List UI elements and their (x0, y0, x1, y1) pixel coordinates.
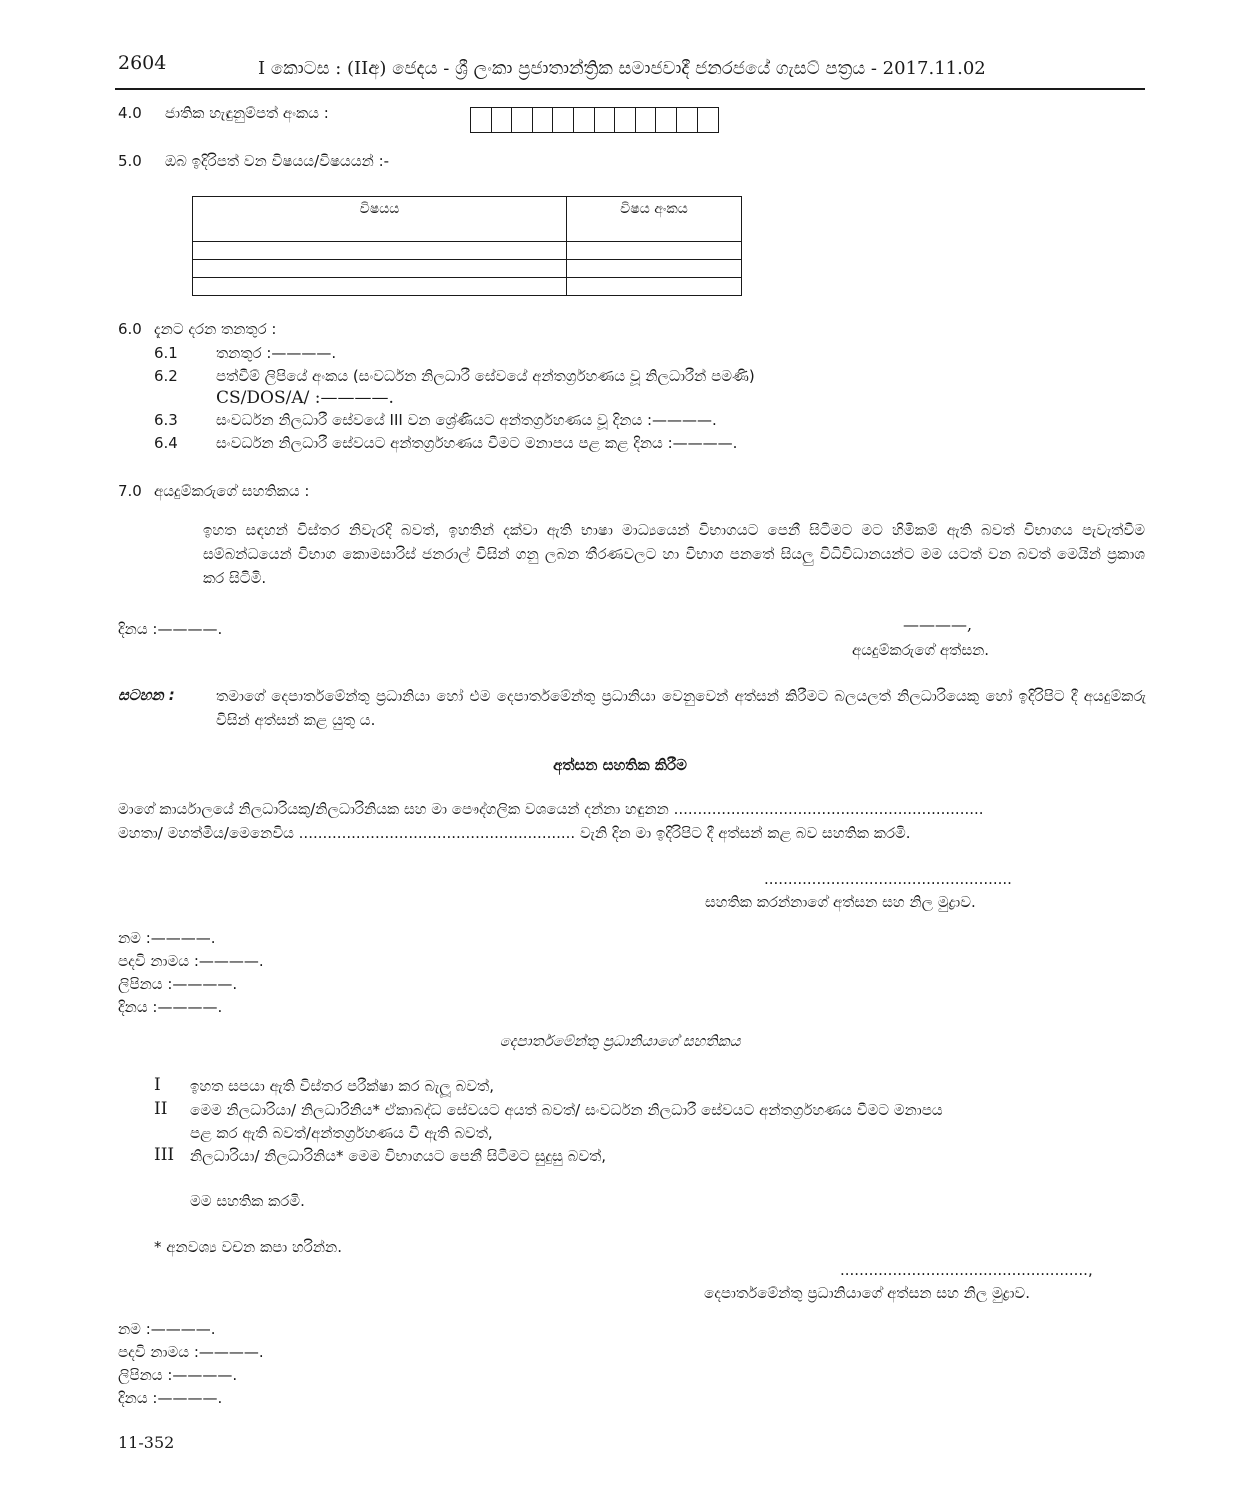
section-7-label: අයදුම්කරුගේ සහතිකය : (154, 482, 310, 500)
certifier-signature-dots: .................................................... (764, 870, 1012, 888)
attestation-line-2: මහතා/ මහත්මිය/මෙනෙවිය .......................................................... වැනි දින මා ඉදිරිපිට දී අත්සන් කළ බව සහතික කරමි. (118, 824, 911, 842)
subject-cell[interactable] (193, 242, 567, 260)
nic-digit-box[interactable] (492, 108, 513, 132)
nic-digit-box[interactable] (553, 108, 574, 132)
head-designation: පදවි නාමය :————. (118, 1343, 264, 1361)
head-signature-label: දෙපාර්තමේන්තු ප්‍රධානියාගේ අත්සන සහ නිල මුද්‍රාව. (704, 1284, 1030, 1302)
subject-number-cell[interactable] (567, 242, 742, 260)
certifier-signature-label: සහතික කරන්නාගේ අත්සන සහ නිල මුද්‍රාව. (705, 893, 976, 911)
section-5-label: ඔබ ඉදිරිපත් වන විෂයය/විෂයයන් :- (165, 152, 390, 170)
nic-digit-box[interactable] (677, 108, 698, 132)
table-row[interactable] (193, 242, 742, 260)
item-6-3-text: සංවර්ධන නිලධාරී සේවයේ III වන ශ්‍රේණියට අන්තර්ග්‍රහණය වූ දිනය :————. (216, 411, 717, 429)
note-label: සටහන : (118, 686, 175, 704)
subject-number-cell[interactable] (567, 260, 742, 278)
table-row[interactable] (193, 278, 742, 296)
subject-cell[interactable] (193, 278, 567, 296)
section-6-label: දැනට දරන තනතුර : (154, 320, 277, 338)
applicant-signature-line: ————, (903, 615, 973, 634)
section-7-number: 7.0 (118, 482, 142, 500)
nic-digit-box[interactable] (656, 108, 677, 132)
head-cert-item-ii-number: II (154, 1099, 168, 1119)
item-6-4-number: 6.4 (154, 434, 178, 452)
item-6-2-ref: CS/DOS/A/ :————. (216, 388, 394, 408)
item-6-3-number: 6.3 (154, 411, 178, 429)
subject-number-cell[interactable] (567, 278, 742, 296)
subject-number-column-header: විෂය අංකය (567, 197, 742, 242)
head-cert-certify: මම සහතික කරමි. (190, 1192, 305, 1210)
head-cert-item-ii-text: මෙම නිලධාරියා/ නිලධාරිනිය* ඒකාබද්ධ සේවයට අයත් බවත්/ සංවර්ධන නිලධාරී සේවයට අන්තර්ග්‍රහණය වීමට මනාපය (190, 1101, 943, 1119)
applicant-signature-label: අයදුම්කරුගේ අත්සන. (852, 641, 990, 659)
nic-digit-box[interactable] (512, 108, 533, 132)
gazette-header-title: I කොටස : (IIඅ) ජෙදය - ශ්‍රී ලංකා ප්‍රජාතාන්ත්‍රික සමාජවාදී ජනරජයේ ගැසට් පත්‍රය - 2017.11.02 (258, 58, 986, 79)
section-4-number: 4.0 (118, 104, 142, 122)
nic-digit-box[interactable] (574, 108, 595, 132)
item-6-2-text: පත්වීම් ලිපියේ අංකය (සංවර්ධන නිලධාරී සේවයේ අන්තර්ග්‍රහණය වූ නිලධාරීන් පමණි) (216, 367, 755, 385)
head-cert-item-i-number: I (154, 1075, 161, 1095)
nic-digit-box[interactable] (636, 108, 657, 132)
head-signature-dots: ...................................................., (840, 1261, 1093, 1279)
section-4-label: ජාතික හැඳුනුම්පත් අංකය : (165, 104, 329, 122)
section-6-number: 6.0 (118, 320, 142, 338)
head-certificate-title: දෙපාර්තමේන්තු ප්‍රධානියාගේ සහතිකය (499, 1032, 741, 1050)
item-6-2-number: 6.2 (154, 367, 178, 385)
nic-digit-box[interactable] (533, 108, 554, 132)
table-row[interactable] (193, 260, 742, 278)
applicant-declaration-paragraph: ඉහත සඳහන් විස්තර නිවැරදි බවත්, ඉහතින් දක්වා ඇති භාෂා මාධ්‍යයෙන් විභාගයට පෙනී සිටීමට මට හිමිකම් ඇති බවත් විභාගය පැවැත්වීම සම්බන්ධයෙන් විභාග කොමසාරිස් ජනරාල් විසින් ගනු ලබන තීරණවලට හා විභාග පනතේ සියලු විධිවිධානයන්ට මම යටත් වන බවත් මෙයින් ප්‍රකාශ කර සිටිමි. (203, 521, 1145, 587)
head-date: දිනය :————. (118, 1389, 223, 1407)
certifier-date: දිනය :————. (118, 998, 223, 1016)
nic-digit-box[interactable] (615, 108, 636, 132)
item-6-1-text: තනතුර :————. (216, 344, 337, 362)
attestation-line-1: මාගේ කාර්යාලයේ නිලධාරියකු/නිලධාරිනියක සහ මා පෞද්ගලික වශයෙන් දන්නා හඳුනන ................................................................. (118, 800, 984, 818)
item-6-1-number: 6.1 (154, 344, 178, 362)
page-number: 2604 (118, 52, 167, 74)
subject-column-header: විෂයය (193, 197, 567, 242)
section-5-number: 5.0 (118, 152, 142, 170)
applicant-date: දිනය :————. (118, 620, 223, 638)
head-cert-item-i-text: ඉහත සපයා ඇති විස්තර පරීක්ෂා කර බැලූ බවත්, (190, 1077, 494, 1095)
note-text: තමාගේ දෙපාර්තමේන්තු ප්‍රධානියා හෝ එම දෙපාර්තමේන්තු ප්‍රධානියා වෙනුවෙන් අත්සන් කිරීමට බලයලත් නිලධාරියෙකු හෝ ඉදිරිපිට දී අයදුම්කරු විසින් අත්සන් කළ යුතු ය. (216, 687, 1146, 729)
nic-digit-box[interactable] (471, 108, 492, 132)
head-address: ලිපිනය :————. (118, 1366, 238, 1384)
head-cert-item-iii-text: නිලධාරියා/ නිලධාරිනිය* මෙම විභාගයට පෙනී සිටීමට සුදුසු බවත්, (190, 1147, 607, 1165)
header-rule (115, 88, 1145, 90)
nic-number-boxes[interactable] (470, 107, 719, 133)
certifier-designation: පදවි නාමය :————. (118, 952, 264, 970)
head-cert-item-iii-number: III (154, 1145, 175, 1165)
footer-code: 11-352 (118, 1433, 175, 1452)
subjects-table (192, 196, 742, 296)
item-6-4-text: සංවර්ධන නිලධාරී සේවයට අන්තර්ග්‍රහණය වීමට මනාපය පළ කළ දිනය :————. (216, 434, 738, 452)
head-cert-footnote: * අනවශ්‍ය වචන කපා හරින්න. (154, 1238, 342, 1256)
nic-digit-box[interactable] (698, 108, 719, 132)
certifier-name: නම :————. (118, 929, 216, 947)
head-name: නම :————. (118, 1320, 216, 1338)
certifier-address: ලිපිනය :————. (118, 975, 238, 993)
attestation-title: අත්සන සහතික කිරීම (553, 756, 687, 774)
nic-digit-box[interactable] (595, 108, 616, 132)
subject-cell[interactable] (193, 260, 567, 278)
head-cert-item-ii-continued: පළ කර ඇති බවත්/අන්තර්ග්‍රහණය වී ඇති බවත්, (190, 1124, 493, 1142)
